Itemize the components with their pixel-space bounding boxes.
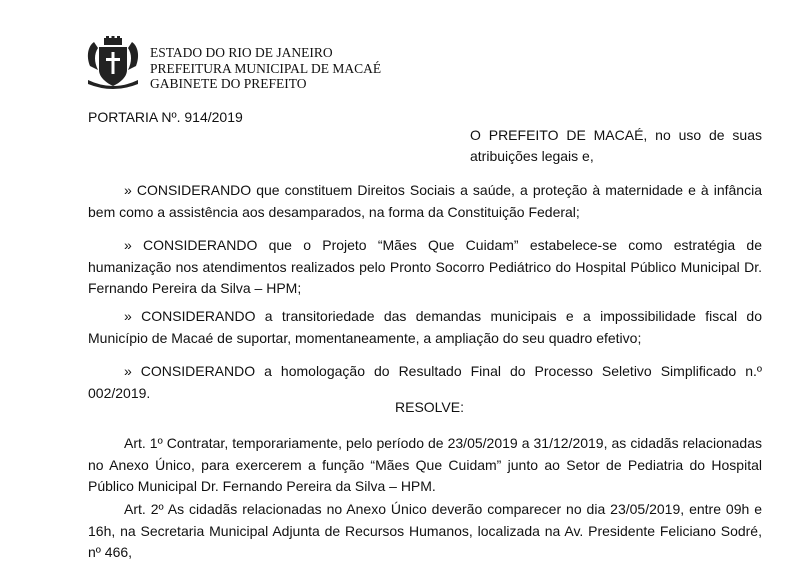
article-2: Art. 2º As cidadãs relacionadas no Anexo Único deverão comparecer no dia 23/05/2019, entre 09h e 16h, na Secretaria Municipal Adjunta de Recursos Humanos, localizada na Av. Presidente Feliciano Sodré, nº 466, xyxy=(88,501,762,560)
considerando-1: » CONSIDERANDO que constituem Direitos Sociais a saúde, a proteção à maternidade e à infância bem como a assistência aos desamparados, na forma da Constituição Federal; xyxy=(88,182,762,220)
state-name: ESTADO DO RIO DE JANEIRO xyxy=(150,45,333,60)
considerando-3: » CONSIDERANDO a transitoriedade das demandas municipais e a impossibilidade fiscal do Município de Macaé de suportar, momentaneamente, a ampliação do seu quadro efetivo; xyxy=(88,308,762,346)
city-hall-name: PREFEITURA MUNICIPAL DE MACAÉ xyxy=(150,60,382,76)
coat-of-arms-icon xyxy=(84,36,142,92)
considerando-4: » CONSIDERANDO a homologação do Resultado Final do Processo Seletivo Simplificado n.º 002/2019. xyxy=(88,363,762,401)
article-1: Art. 1º Contratar, temporariamente, pelo período de 23/05/2019 a 31/12/2019, as cidadãs relacionadas no Anexo Único, para exercerem a função “Mães Que Cuidam” junto ao Setor de Pediatria do Hospital Público Municipal Dr. Fernando Pereira da Silva – HPM. xyxy=(88,435,762,494)
resolve-heading: RESOLVE: xyxy=(395,399,464,415)
office-name: GABINETE DO PREFEITO xyxy=(150,76,307,91)
portaria-number: PORTARIA Nº. 914/2019 xyxy=(88,109,243,125)
considerando-2: » CONSIDERANDO que o Projeto “Mães Que Cuidam” estabelece-se como estratégia de humanização nos atendimentos realizados pelo Pronto Socorro Pediátrico do Hospital Público Municipal Dr. Fernando Pereira da Silva – HPM; xyxy=(88,237,762,296)
intro-text: O PREFEITO DE MACAÉ, no uso de suas atribuições legais e, xyxy=(470,127,762,164)
letterhead xyxy=(84,34,504,94)
